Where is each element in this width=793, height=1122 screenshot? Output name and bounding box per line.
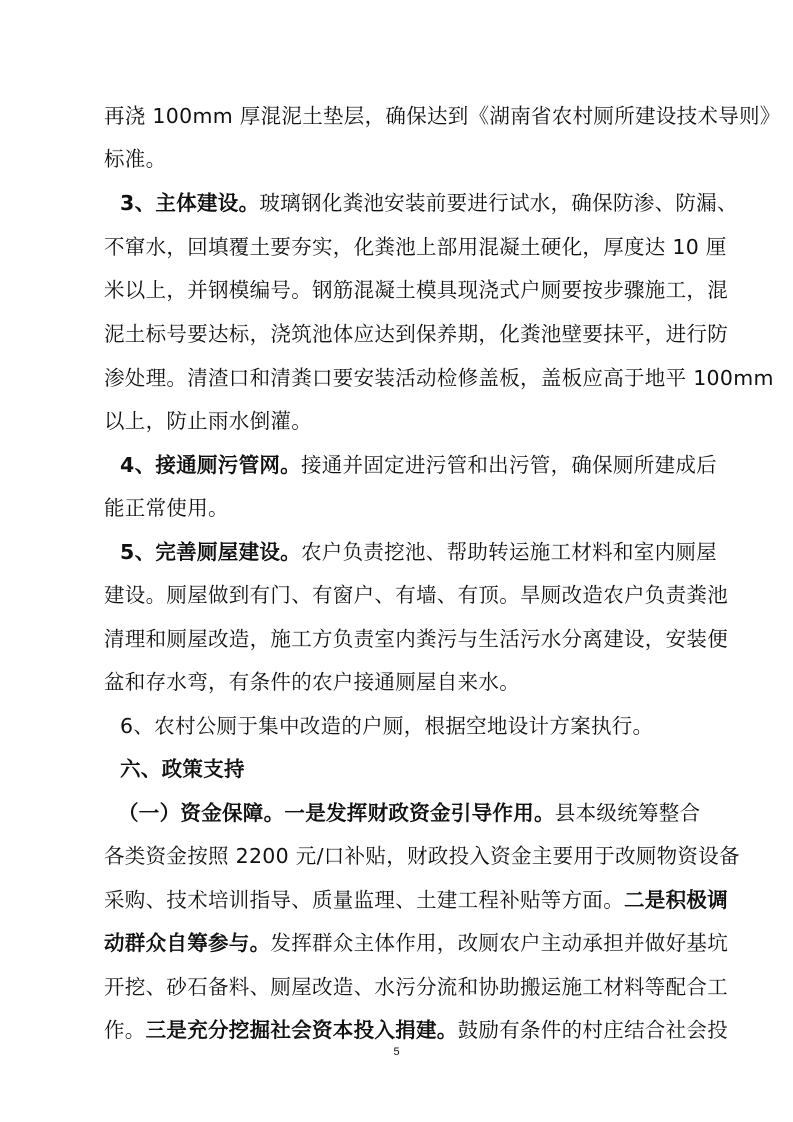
text-run: 泥土标号要达标，浇筑池体应达到保养期，化粪池壁要抹平，进行防: [104, 322, 728, 346]
text-run: 能正常使用。: [104, 496, 229, 520]
text-run: 清理和厕屋改造，施工方负责室内粪污与生活污水分离建设，安装便: [104, 627, 728, 651]
text-run: 6、农村公厕于集中改造的户厕，根据空地设计方案执行。: [120, 714, 654, 738]
text-line: [104, 235, 727, 259]
text-run: 建设。厕屋做到有门、有窗户、有墙、有顶。旱厕改造农户负责粪池: [104, 583, 728, 607]
text-run: 渗处理。清渣口和清粪口要安装活动检修盖板，盖板应高于地平 100mm: [104, 366, 774, 390]
text-line: [104, 627, 728, 651]
text-run: 玻璃钢化粪池安装前要进行试水，确保防渗、防漏、: [259, 191, 738, 215]
text-line: [118, 801, 700, 825]
text-line: [120, 714, 653, 738]
text-run: 采购、技术培训指导、质量监理、土建工程补贴等方面。: [104, 888, 624, 912]
text-line: [120, 191, 738, 215]
text-line: [104, 104, 781, 128]
text-line: [104, 322, 728, 346]
text-run: 县本级统筹整合: [554, 801, 701, 825]
bold-text: 二是积极调: [624, 888, 728, 912]
text-run: 以上，防止雨水倒灌。: [104, 409, 312, 433]
text-line: [104, 931, 728, 955]
bold-text: 4、接通厕污管网。: [120, 453, 301, 477]
text-line: [104, 278, 728, 302]
text-run: 再浇 100mm 厚混泥土垫层，确保达到《湖南省农村厕所建设技术导则》: [104, 104, 781, 128]
bold-text: 3、主体建设。: [120, 191, 260, 215]
text-line: [104, 583, 728, 607]
text-line: [104, 844, 740, 868]
text-line: [104, 888, 728, 912]
text-line: [104, 409, 312, 433]
text-run: 发挥群众主体作用，改厕农户主动承担并做好基坑: [270, 931, 729, 955]
text-line: [104, 670, 520, 694]
text-line: [120, 453, 717, 477]
bold-text: 六、政策支持: [120, 757, 245, 781]
bold-text: 动群众自筹参与。: [104, 931, 271, 955]
text-run: 各类资金按照 2200 元/口补贴，财政投入资金主要用于改厕物资设备: [104, 844, 740, 868]
text-run: 米以上，并钢模编号。钢筋混凝土模具现浇式户厕要按步骤施工，混: [104, 278, 728, 302]
text-line: [104, 496, 229, 520]
bold-text: 5、完善厕屋建设。: [120, 540, 301, 564]
text-line: [104, 975, 728, 999]
text-line: [104, 366, 774, 390]
page-number: 5: [393, 1046, 400, 1058]
text-run: 不窜水，回填覆土要夯实，化粪池上部用混凝土硬化，厚度达 10 厘: [104, 235, 727, 259]
text-run: 盆和存水弯，有条件的农户接通厕屋自来水。: [104, 670, 520, 694]
text-line: [104, 147, 166, 171]
bold-text: 三是充分挖掘社会资本投入捐建。: [145, 1018, 458, 1042]
text-run: 鼓励有条件的村庄结合社会投: [457, 1018, 729, 1042]
text-line: [104, 1018, 728, 1042]
text-run: 标准。: [104, 147, 167, 171]
text-run: 作。: [104, 1018, 146, 1042]
text-line: [120, 757, 245, 781]
text-line: [120, 540, 717, 564]
bold-text: （一）资金保障。一是发挥财政资金引导作用。: [118, 801, 555, 825]
text-run: 农户负责挖池、帮助转运施工材料和室内厕屋: [300, 540, 717, 564]
text-run: 开挖、砂石备料、厕屋改造、水污分流和协助搬运施工材料等配合工: [104, 975, 728, 999]
text-run: 接通并固定进污管和出污管，确保厕所建成后: [300, 453, 717, 477]
